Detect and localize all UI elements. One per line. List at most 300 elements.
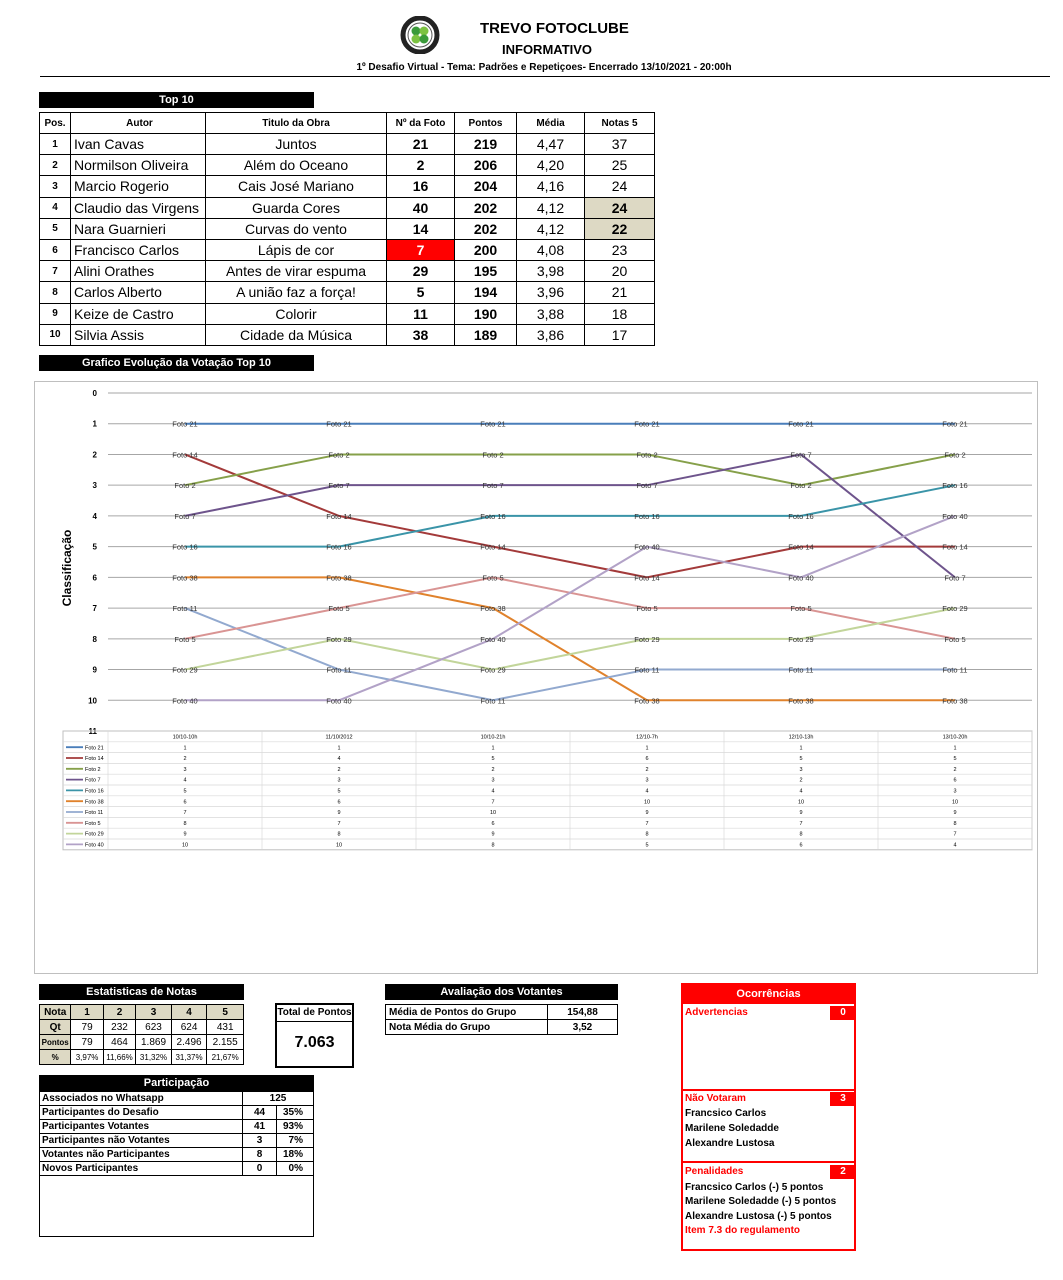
col-titulo-header: Titulo da Obra — [206, 113, 387, 134]
col-autor-header: Autor — [71, 113, 206, 134]
advertencias-label: Advertencias — [685, 1007, 748, 1018]
data-label: Foto 29 — [634, 634, 660, 644]
pontos-cell: 202 — [455, 218, 517, 239]
foto-cell: 29 — [387, 261, 455, 282]
data-table-value: 1 — [645, 745, 649, 752]
notas-row-label: Nota — [40, 1005, 71, 1020]
notas-cell: 79 — [71, 1020, 103, 1035]
clover-logo-icon — [398, 16, 442, 54]
data-label: Foto 29 — [788, 634, 814, 644]
data-label: Foto 16 — [942, 481, 968, 491]
ocorrencias-divider-1 — [683, 1089, 854, 1091]
participacao-row — [40, 1148, 314, 1162]
data-label: Foto 16 — [480, 511, 506, 521]
penalidades-label: Penalidades — [685, 1166, 744, 1177]
pontos-cell: 206 — [455, 155, 517, 176]
data-label: Foto 40 — [788, 573, 814, 583]
participacao-label: Participantes do Desafio — [40, 1106, 243, 1120]
y-tick-label: 10 — [88, 696, 97, 706]
data-label: Foto 14 — [788, 542, 814, 552]
data-table-value: 4 — [183, 777, 187, 784]
notas-cell: 624 — [171, 1020, 207, 1035]
notas-cell: 1 — [71, 1005, 103, 1020]
data-table-value: 8 — [337, 831, 341, 838]
data-label: Foto 16 — [788, 511, 814, 521]
y-tick-label: 11 — [88, 727, 97, 736]
autor-cell: Keize de Castro — [71, 303, 206, 324]
club-title: TREVO FOTOCLUBE — [480, 20, 629, 37]
notas-cell: 4 — [171, 1005, 207, 1020]
data-label: Foto 38 — [788, 696, 814, 706]
data-table-value: 8 — [491, 842, 495, 849]
col-foto-header: Nº da Foto — [387, 113, 455, 134]
ranking-evolution-chart — [35, 382, 1037, 973]
data-label: Foto 7 — [482, 481, 504, 491]
notas5-cell: 17 — [585, 324, 655, 345]
votantes-title: Avaliação dos Votantes — [385, 984, 618, 1000]
ocorrencias-divider-2 — [683, 1161, 854, 1163]
data-label: Foto 40 — [942, 511, 968, 521]
pos-cell: 9 — [40, 303, 71, 324]
legend-label: Foto 14 — [85, 756, 104, 763]
pontos-cell: 194 — [455, 282, 517, 303]
legend-label: Foto 5 — [85, 820, 101, 827]
data-table-value: 6 — [183, 799, 187, 806]
titulo-cell: Curvas do vento — [206, 218, 387, 239]
participacao-percent: 0% — [277, 1162, 314, 1176]
participacao-value: 3 — [243, 1134, 277, 1148]
participacao-value: 8 — [243, 1148, 277, 1162]
notas-cell: 1.869 — [136, 1035, 172, 1050]
challenge-subtitle: 1º Desafio Virtual - Tema: Padrões e Repetiçoes- Encerrado 13/10/2021 - 20:00h — [356, 62, 732, 73]
participacao-label: Participantes não Votantes — [40, 1134, 243, 1148]
data-table-value: 9 — [183, 831, 187, 838]
data-table-value: 9 — [799, 810, 803, 817]
media-cell: 4,12 — [517, 218, 585, 239]
data-label: Foto 2 — [174, 481, 196, 491]
notas-row-label: Qt — [40, 1020, 71, 1035]
titulo-cell: Cais José Mariano — [206, 176, 387, 197]
top10-row — [40, 239, 655, 260]
pontos-cell: 190 — [455, 303, 517, 324]
y-tick-label: 8 — [92, 634, 97, 644]
media-cell: 3,86 — [517, 324, 585, 345]
data-table-value: 8 — [645, 831, 649, 838]
notas-row-head — [40, 1005, 244, 1020]
data-table-value: 3 — [645, 777, 649, 784]
data-table-value: 7 — [799, 820, 803, 827]
top10-row — [40, 303, 655, 324]
titulo-cell: Guarda Cores — [206, 197, 387, 218]
autor-cell: Carlos Alberto — [71, 282, 206, 303]
notas-table — [39, 1004, 244, 1065]
regulamento-note: Item 7.3 do regulamento — [685, 1225, 801, 1236]
x-category-label: 12/10-13h — [788, 734, 814, 741]
media-cell: 4,16 — [517, 176, 585, 197]
data-label: Foto 29 — [942, 604, 968, 614]
notas5-cell: 22 — [585, 218, 655, 239]
data-label: Foto 7 — [174, 511, 196, 521]
data-label: Foto 16 — [172, 542, 198, 552]
data-table-value: 6 — [799, 842, 803, 849]
foto-cell: 11 — [387, 303, 455, 324]
total-points-value: 7.063 — [294, 1034, 335, 1051]
data-label: Foto 21 — [634, 419, 660, 429]
pos-cell: 4 — [40, 197, 71, 218]
top10-row — [40, 197, 655, 218]
top10-header-row — [40, 113, 655, 134]
notas-cell: 623 — [136, 1020, 172, 1035]
participacao-percent: 35% — [277, 1106, 314, 1120]
data-table-value: 1 — [337, 745, 341, 752]
data-label: Foto 16 — [634, 511, 660, 521]
media-cell: 4,47 — [517, 134, 585, 155]
data-label: Foto 2 — [790, 481, 812, 491]
x-category-label: 13/10-20h — [942, 734, 968, 741]
data-label: Foto 38 — [326, 573, 352, 583]
votantes-label: Nota Média do Grupo — [386, 1020, 548, 1035]
data-label: Foto 2 — [328, 450, 350, 460]
autor-cell: Francisco Carlos — [71, 239, 206, 260]
notas-cell: 5 — [207, 1005, 244, 1020]
data-table-value: 2 — [491, 766, 495, 773]
foto-cell: 38 — [387, 324, 455, 345]
nao-votaram-label: Não Votaram — [685, 1093, 746, 1104]
participacao-table — [39, 1091, 314, 1176]
y-tick-label: 3 — [92, 481, 97, 491]
data-table-value: 3 — [491, 777, 495, 784]
data-table-value: 4 — [645, 788, 649, 795]
media-cell: 4,08 — [517, 239, 585, 260]
data-table-value: 1 — [799, 745, 803, 752]
club-subtitle: INFORMATIVO — [502, 42, 593, 57]
x-category-label: 12/10-7h — [636, 734, 658, 741]
autor-cell: Nara Guarnieri — [71, 218, 206, 239]
notas5-cell: 24 — [585, 176, 655, 197]
top10-row — [40, 218, 655, 239]
top10-title: Top 10 — [39, 92, 314, 108]
participacao-panel — [39, 1091, 314, 1237]
data-table-value: 3 — [337, 777, 341, 784]
y-tick-label: 7 — [92, 604, 97, 614]
titulo-cell: Juntos — [206, 134, 387, 155]
penalidades-count: 2 — [830, 1165, 856, 1179]
foto-cell: 5 — [387, 282, 455, 303]
data-label: Foto 29 — [326, 634, 352, 644]
notas-row-pct — [40, 1050, 244, 1065]
data-table-value: 5 — [799, 756, 803, 763]
data-label: Foto 38 — [942, 696, 968, 706]
data-label: Foto 2 — [636, 450, 658, 460]
data-table-value: 6 — [337, 799, 341, 806]
data-table-value: 1 — [491, 745, 495, 752]
participacao-percent: 93% — [277, 1120, 314, 1134]
autor-cell: Claudio das Virgens — [71, 197, 206, 218]
data-table-value: 3 — [183, 766, 187, 773]
y-tick-label: 6 — [92, 573, 97, 583]
votantes-table — [385, 1004, 618, 1035]
data-table-frame — [63, 731, 1032, 850]
data-table-value: 7 — [183, 810, 187, 817]
data-table-value: 7 — [337, 820, 341, 827]
legend-label: Foto 2 — [85, 766, 101, 773]
data-label: Foto 21 — [788, 419, 814, 429]
data-label: Foto 14 — [326, 511, 352, 521]
data-table-value: 5 — [953, 756, 957, 763]
notas5-cell: 23 — [585, 239, 655, 260]
ocorrencias-panel — [681, 983, 856, 1251]
data-label: Foto 11 — [326, 665, 352, 675]
data-table-value: 10 — [643, 799, 651, 806]
data-table-value: 10 — [181, 842, 189, 849]
data-label: Foto 11 — [480, 696, 506, 706]
pos-cell: 7 — [40, 261, 71, 282]
pos-cell: 3 — [40, 176, 71, 197]
data-table-value: 10 — [489, 810, 497, 817]
participacao-label: Votantes não Participantes — [40, 1148, 243, 1162]
x-category-label: 11/10/2012 — [325, 734, 353, 741]
data-table-value: 9 — [491, 831, 495, 838]
notas-cell: 21,67% — [207, 1050, 244, 1065]
autor-cell: Marcio Rogerio — [71, 176, 206, 197]
legend-label: Foto 7 — [85, 777, 101, 784]
data-label: Foto 5 — [636, 604, 658, 614]
foto-cell: 2 — [387, 155, 455, 176]
data-label: Foto 38 — [480, 604, 506, 614]
data-table-value: 8 — [799, 831, 803, 838]
votantes-row — [386, 1020, 618, 1035]
y-tick-label: 0 — [92, 389, 97, 398]
total-points-label: Total de Pontos — [277, 1005, 352, 1022]
y-tick-label: 1 — [92, 419, 97, 429]
foto-cell: 16 — [387, 176, 455, 197]
data-label: Foto 7 — [944, 573, 966, 583]
participacao-value: 44 — [243, 1106, 277, 1120]
data-table-value: 5 — [183, 788, 187, 795]
penalidade-item: Alexandre Lustosa (-) 5 pontos — [685, 1211, 832, 1222]
y-tick-label: 5 — [92, 542, 97, 552]
notas5-cell: 18 — [585, 303, 655, 324]
pos-cell: 8 — [40, 282, 71, 303]
pos-cell: 1 — [40, 134, 71, 155]
titulo-cell: Além do Oceano — [206, 155, 387, 176]
data-label: Foto 11 — [172, 604, 198, 614]
data-label: Foto 7 — [636, 481, 658, 491]
penalidade-item: Francsico Carlos (-) 5 pontos — [685, 1182, 824, 1193]
participacao-value: 0 — [243, 1162, 277, 1176]
data-table-value: 8 — [953, 820, 957, 827]
foto-cell: 14 — [387, 218, 455, 239]
foto-cell: 21 — [387, 134, 455, 155]
data-label: Foto 14 — [942, 542, 968, 552]
notas5-cell: 20 — [585, 261, 655, 282]
data-table-value: 10 — [951, 799, 959, 806]
data-label: Foto 11 — [942, 665, 968, 675]
y-tick-label: 9 — [92, 665, 97, 675]
notas-cell: 232 — [103, 1020, 135, 1035]
data-table-value: 5 — [337, 788, 341, 795]
data-label: Foto 40 — [326, 696, 352, 706]
data-label: Foto 14 — [172, 450, 198, 460]
data-table-value: 1 — [953, 745, 957, 752]
notas5-cell: 37 — [585, 134, 655, 155]
data-label: Foto 5 — [790, 604, 812, 614]
participacao-row — [40, 1092, 314, 1106]
data-label: Foto 38 — [634, 696, 660, 706]
legend-label: Foto 29 — [85, 831, 104, 838]
page-header — [0, 0, 1063, 78]
notas-cell: 31,37% — [171, 1050, 207, 1065]
legend-label: Foto 40 — [85, 842, 104, 849]
titulo-cell: Antes de virar espuma — [206, 261, 387, 282]
data-label: Foto 29 — [480, 665, 506, 675]
foto-cell: 7 — [387, 239, 455, 260]
notas-cell: 3,97% — [71, 1050, 103, 1065]
notas5-cell: 21 — [585, 282, 655, 303]
data-label: Foto 5 — [174, 634, 196, 644]
header-divider — [40, 76, 1050, 77]
data-label: Foto 38 — [172, 573, 198, 583]
autor-cell: Ivan Cavas — [71, 134, 206, 155]
autor-cell: Alini Orathes — [71, 261, 206, 282]
col-pos-header: Pos. — [40, 113, 71, 134]
nao-votaram-item: Alexandre Lustosa — [685, 1138, 775, 1149]
data-label: Foto 29 — [172, 665, 198, 675]
notas-row-label: % — [40, 1050, 71, 1065]
data-table-value: 6 — [953, 777, 957, 784]
data-table-value: 3 — [953, 788, 957, 795]
votantes-value: 3,52 — [548, 1020, 618, 1035]
data-table-value: 7 — [645, 820, 649, 827]
data-table-value: 2 — [337, 766, 341, 773]
data-label: Foto 40 — [480, 634, 506, 644]
notas-row-pontos — [40, 1035, 244, 1050]
data-table-value: 6 — [645, 756, 649, 763]
top10-table — [39, 112, 655, 346]
notas-cell: 79 — [71, 1035, 103, 1050]
notas-cell: 2.155 — [207, 1035, 244, 1050]
participacao-row — [40, 1120, 314, 1134]
participacao-value: 125 — [243, 1092, 314, 1106]
participacao-label: Participantes Votantes — [40, 1120, 243, 1134]
titulo-cell: Cidade da Música — [206, 324, 387, 345]
pos-cell: 2 — [40, 155, 71, 176]
data-table-value: 2 — [799, 777, 803, 784]
data-table-value: 2 — [183, 756, 187, 763]
participacao-row — [40, 1162, 314, 1176]
notas-title: Estatisticas de Notas — [39, 984, 244, 1000]
notas-cell: 3 — [136, 1005, 172, 1020]
y-tick-label: 4 — [92, 511, 97, 521]
notas-cell: 431 — [207, 1020, 244, 1035]
nao-votaram-item: Marilene Soledadde — [685, 1123, 779, 1134]
chart-frame — [34, 381, 1038, 974]
y-axis-title: Classificação — [60, 529, 74, 607]
pos-cell: 10 — [40, 324, 71, 345]
titulo-cell: Colorir — [206, 303, 387, 324]
media-cell: 3,88 — [517, 303, 585, 324]
data-label: Foto 14 — [480, 542, 506, 552]
autor-cell: Silvia Assis — [71, 324, 206, 345]
data-table-value: 3 — [799, 766, 803, 773]
top10-row — [40, 176, 655, 197]
ocorrencias-title: Ocorrências — [683, 985, 854, 1004]
notas-cell: 2.496 — [171, 1035, 207, 1050]
participacao-label: Novos Participantes — [40, 1162, 243, 1176]
data-table-value: 4 — [337, 756, 341, 763]
data-label: Foto 5 — [944, 634, 966, 644]
participacao-row — [40, 1106, 314, 1120]
series-line — [185, 454, 955, 485]
pontos-cell: 204 — [455, 176, 517, 197]
participacao-percent: 7% — [277, 1134, 314, 1148]
participacao-title: Participação — [39, 1075, 314, 1091]
data-table-value: 9 — [953, 810, 957, 817]
data-table-value: 1 — [183, 745, 187, 752]
notas5-cell: 24 — [585, 197, 655, 218]
notas-cell: 31,32% — [136, 1050, 172, 1065]
data-table-value: 5 — [491, 756, 495, 763]
titulo-cell: A união faz a força! — [206, 282, 387, 303]
data-table-value: 6 — [491, 820, 495, 827]
top10-row — [40, 134, 655, 155]
advertencias-count: 0 — [830, 1006, 856, 1020]
data-table-value: 4 — [953, 842, 957, 849]
data-table-value: 5 — [645, 842, 649, 849]
total-points-box — [275, 1003, 354, 1068]
foto-cell: 40 — [387, 197, 455, 218]
data-label: Foto 11 — [788, 665, 814, 675]
pontos-cell: 202 — [455, 197, 517, 218]
nao-votaram-item: Francsico Carlos — [685, 1108, 767, 1119]
data-label: Foto 40 — [634, 542, 660, 552]
data-table-value: 10 — [797, 799, 805, 806]
data-table-value: 10 — [335, 842, 343, 849]
votantes-row — [386, 1005, 618, 1020]
data-label: Foto 21 — [942, 419, 968, 429]
x-category-label: 10/10-21h — [480, 734, 506, 741]
participacao-value: 41 — [243, 1120, 277, 1134]
data-label: Foto 11 — [634, 665, 660, 675]
top10-row — [40, 155, 655, 176]
col-notas5-header: Notas 5 — [585, 113, 655, 134]
data-label: Foto 2 — [482, 450, 504, 460]
legend-label: Foto 16 — [85, 788, 104, 795]
notas-row-qt — [40, 1020, 244, 1035]
data-table-value: 2 — [645, 766, 649, 773]
data-table-value: 7 — [953, 831, 957, 838]
x-category-label: 10/10-10h — [172, 734, 198, 741]
votantes-value: 154,88 — [548, 1005, 618, 1020]
data-table-value: 7 — [491, 799, 495, 806]
media-cell: 3,96 — [517, 282, 585, 303]
participacao-label: Associados no Whatsapp — [40, 1092, 243, 1106]
col-pontos-header: Pontos — [455, 113, 517, 134]
data-table-value: 9 — [645, 810, 649, 817]
legend-label: Foto 11 — [85, 810, 104, 817]
notas-cell: 2 — [103, 1005, 135, 1020]
data-table-value: 4 — [799, 788, 803, 795]
pontos-cell: 219 — [455, 134, 517, 155]
data-label: Foto 14 — [634, 573, 660, 583]
data-table-value: 9 — [337, 810, 341, 817]
data-label: Foto 21 — [172, 419, 198, 429]
notas5-cell: 25 — [585, 155, 655, 176]
data-label: Foto 5 — [482, 573, 504, 583]
data-table-value: 4 — [491, 788, 495, 795]
data-table-value: 2 — [953, 766, 957, 773]
y-tick-label: 2 — [92, 450, 97, 460]
